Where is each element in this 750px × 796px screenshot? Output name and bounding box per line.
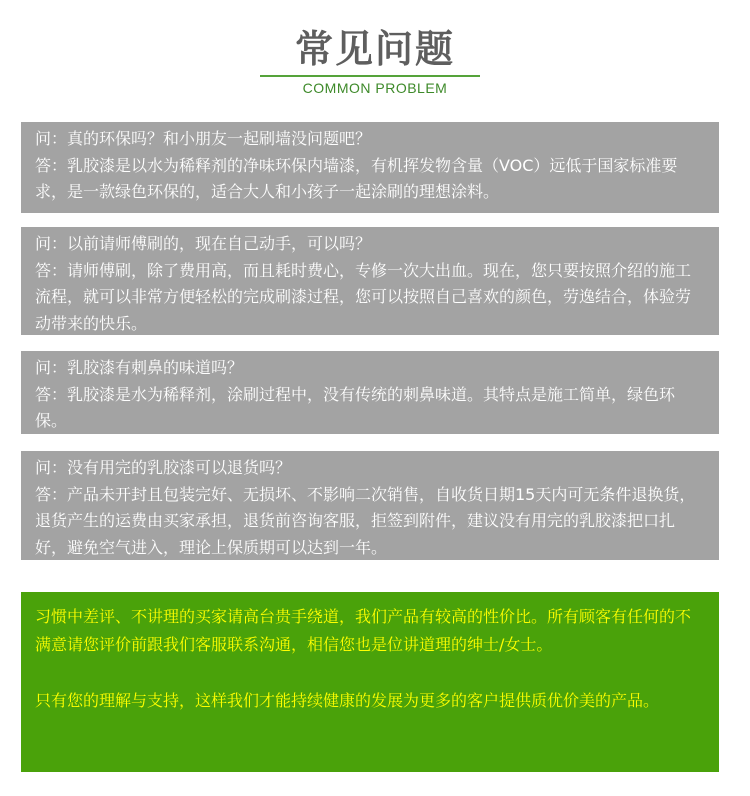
faq-item-returns <box>21 451 719 560</box>
notice-paragraph-support: 只有您的理解与支持，这样我们才能持续健康的发展为更多的客户提供质优价美的产品。 <box>35 691 660 710</box>
faq-item-diy-painting <box>21 227 719 335</box>
section-header <box>0 0 750 100</box>
faq-answer: 答：产品未开封且包装完好、无损坏、不影响二次销售，自收货日期15天内可无条件退换货，退货产生的运费由买家承担，退货前咨询客服，拒签到附件，建议没有用完的乳胶漆把口扎好，避免空气进入，理论上保质期可以达到一年。 <box>35 484 696 557</box>
faq-item-odor <box>21 351 719 434</box>
title-divider <box>260 75 480 77</box>
faq-question: 问：乳胶漆有刺鼻的味道吗？ <box>35 358 244 377</box>
faq-question: 问：真的环保吗？和小朋友一起刷墙没问题吧？ <box>35 129 372 148</box>
store-notice <box>21 592 719 772</box>
faq-answer: 答：乳胶漆是以水为稀释剂的净味环保内墙漆，有机挥发物含量（VOC）远低于国家标准要求，是一款绿色环保的，适合大人和小孩子一起涂刷的理想涂料。 <box>35 155 678 201</box>
faq-question: 问：以前请师傅刷的，现在自己动手，可以吗？ <box>35 234 372 253</box>
page-title: 常见问题 <box>294 27 455 71</box>
faq-item-eco-friendly <box>21 122 719 213</box>
notice-paragraph-reviews: 习惯中差评、不讲理的买家请高台贵手绕道，我们产品有较高的性价比。所有顾客有任何的不满意请您评价前跟我们客服联系沟通，相信您也是位讲道理的绅士/女士。 <box>35 607 692 654</box>
notice-spacer <box>35 659 705 687</box>
page-subtitle: COMMON PROBLEM <box>302 80 448 96</box>
faq-question: 问：没有用完的乳胶漆可以退货吗？ <box>35 458 292 477</box>
faq-answer: 答：乳胶漆是水为稀释剂，涂刷过程中，没有传统的刺鼻味道。其特点是施工简单，绿色环保。 <box>35 384 676 430</box>
faq-answer: 答：请师傅刷，除了费用高，而且耗时费心，专修一次大出血。现在，您只要按照介绍的施工流程，就可以非常方便轻松的完成刷漆过程，您可以按照自己喜欢的颜色，劳逸结合，体验劳动带来的快乐。 <box>35 260 692 333</box>
